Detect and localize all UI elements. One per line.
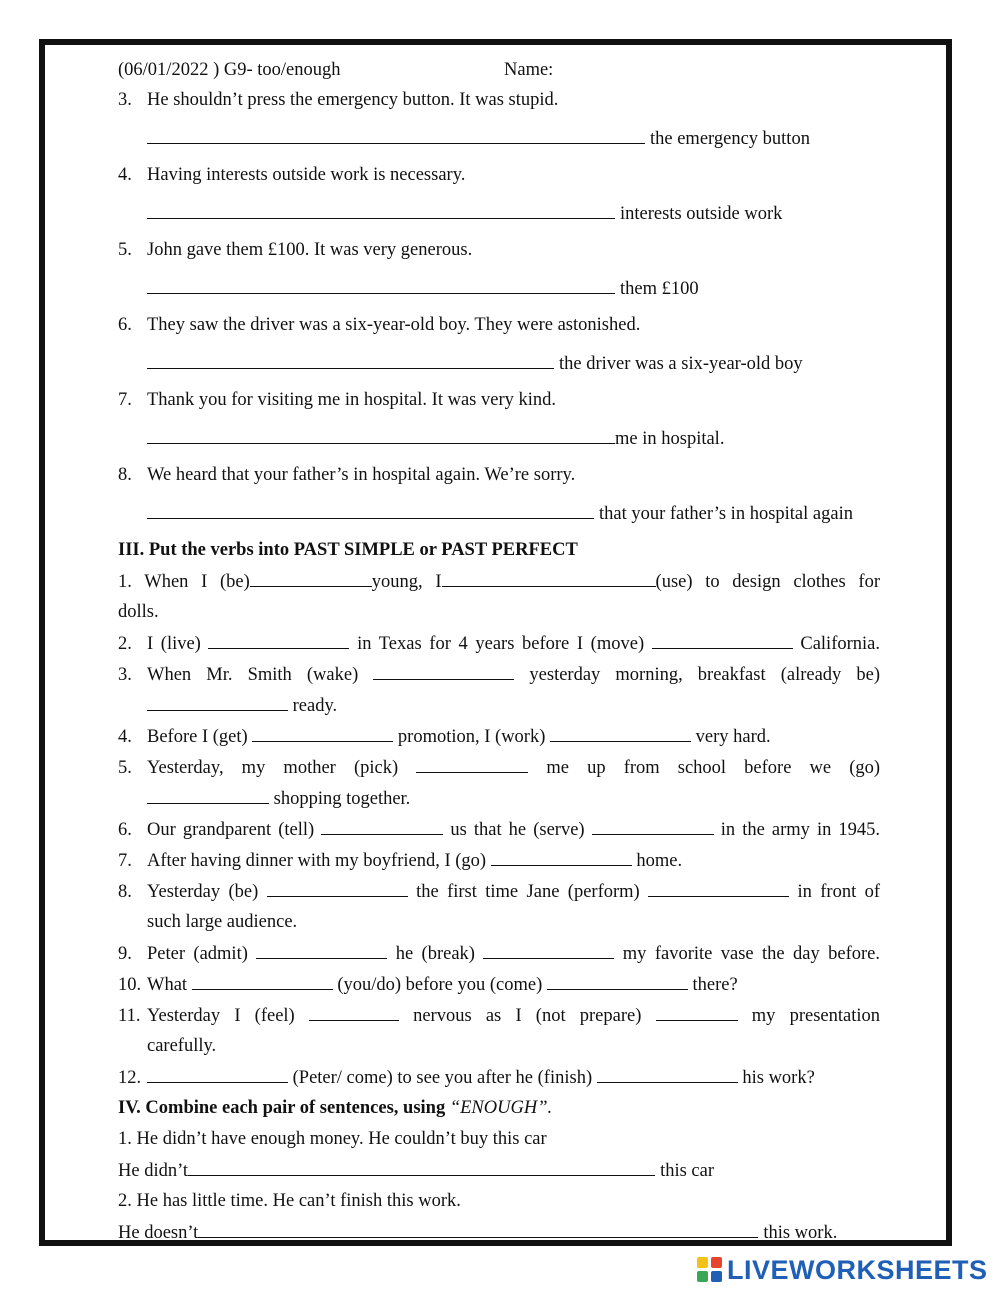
question-line: 8. We heard that your father’s in hospital again. We’re sorry. [118,465,576,485]
answer-blank[interactable] [188,1157,655,1176]
liveworksheets-logo[interactable] [697,1254,988,1286]
worksheet-header [118,57,880,83]
answer-line: He doesn’t this work. [118,1219,880,1246]
answer-blank[interactable] [321,816,443,835]
exercise-line: carefully. [147,1036,217,1056]
answer-blank[interactable] [652,630,793,649]
exercise-line: 3. When Mr. Smith (wake) yesterday morning, breakfast (already be) [118,661,880,688]
exercise-line: 2. I (live) in Texas for 4 years before I (move) California. [118,630,880,657]
answer-blank[interactable] [597,1064,738,1083]
exercise-line: 7. After having dinner with my boyfriend, I (go) home. [118,847,880,874]
answer-blank[interactable] [147,350,554,369]
question-line: 1. He didn’t have enough money. He couldn’t buy this car [118,1129,547,1149]
section-heading: III. Put the verbs into PAST SIMPLE or PAST PERFECT [118,540,578,560]
answer-blank[interactable] [250,568,372,587]
exercise-line: 9. Peter (admit) he (break) my favorite vase the day before. [118,940,880,967]
answer-blank[interactable] [147,125,645,144]
exercise-line: dolls. [118,602,159,622]
answer-blank[interactable] [147,275,615,294]
question-line: 2. He has little time. He can’t finish this work. [118,1191,461,1211]
answer-blank[interactable] [198,1219,758,1238]
answer-blank[interactable] [309,1002,399,1021]
answer-blank[interactable] [147,500,594,519]
exercise-line: ready. [147,692,880,719]
answer-blank[interactable] [416,754,528,773]
answer-blank[interactable] [656,1002,738,1021]
question-line: 6. They saw the driver was a six-year-old boy. They were astonished. [118,315,641,335]
answer-line: the emergency button [147,125,810,152]
header-title: (06/01/2022 ) G9- too/enough [118,60,341,80]
logo-text: LIVEWORKSHEETS [727,1254,988,1285]
answer-blank[interactable] [147,692,288,711]
exercise-line: 4. Before I (get) promotion, I (work) very hard. [118,723,880,750]
answer-line: He didn’t this car [118,1157,880,1184]
question-line: 4. Having interests outside work is necessary. [118,165,466,185]
answer-line: interests outside work [147,200,782,227]
answer-blank[interactable] [147,1064,288,1083]
name-label: Name: [504,60,554,80]
exercise-line: 1. When I (be) young, I (use) to design clothes for [118,568,880,595]
answer-blank[interactable] [442,568,656,587]
question-line: 3. He shouldn’t press the emergency button. It was stupid. [118,90,559,110]
answer-line: them £100 [147,275,699,302]
exercise-line: 6. Our grandparent (tell) us that he (serve) in the army in 1945. [118,816,880,843]
exercise-line: 8. Yesterday (be) the first time Jane (perform) in front of [118,878,880,905]
answer-blank[interactable] [491,847,632,866]
exercise-line: shopping together. [147,785,880,812]
answer-blank[interactable] [147,425,615,444]
answer-line: me in hospital. [147,425,724,452]
answer-blank[interactable] [147,785,269,804]
answer-line: that your father’s in hospital again [147,500,853,527]
answer-blank[interactable] [252,723,393,742]
answer-blank[interactable] [267,878,408,897]
answer-blank[interactable] [648,878,789,897]
section-heading: IV. Combine each pair of sentences, using “ENOUGH”. [118,1098,553,1118]
exercise-line: 5. Yesterday, my mother (pick) me up from school before we (go) [118,754,880,781]
answer-blank[interactable] [550,723,691,742]
answer-blank[interactable] [147,200,615,219]
answer-blank[interactable] [547,971,688,990]
answer-blank[interactable] [483,940,614,959]
answer-line: the driver was a six-year-old boy [147,350,803,377]
liveworksheets-logo-icon [697,1257,723,1283]
answer-blank[interactable] [208,630,349,649]
answer-blank[interactable] [192,971,333,990]
exercise-line: 11. Yesterday I (feel) nervous as I (not prepare) my presentation [118,1002,880,1029]
answer-blank[interactable] [592,816,714,835]
exercise-line: 12. (Peter/ come) to see you after he (finish) his work? [118,1064,880,1091]
exercise-line: such large audience. [147,912,298,932]
question-line: 7. Thank you for visiting me in hospital. It was very kind. [118,390,556,410]
question-line: 5. John gave them £100. It was very generous. [118,240,473,260]
answer-blank[interactable] [373,661,514,680]
exercise-line: 10. What (you/do) before you (come) there? [118,971,880,998]
answer-blank[interactable] [256,940,387,959]
